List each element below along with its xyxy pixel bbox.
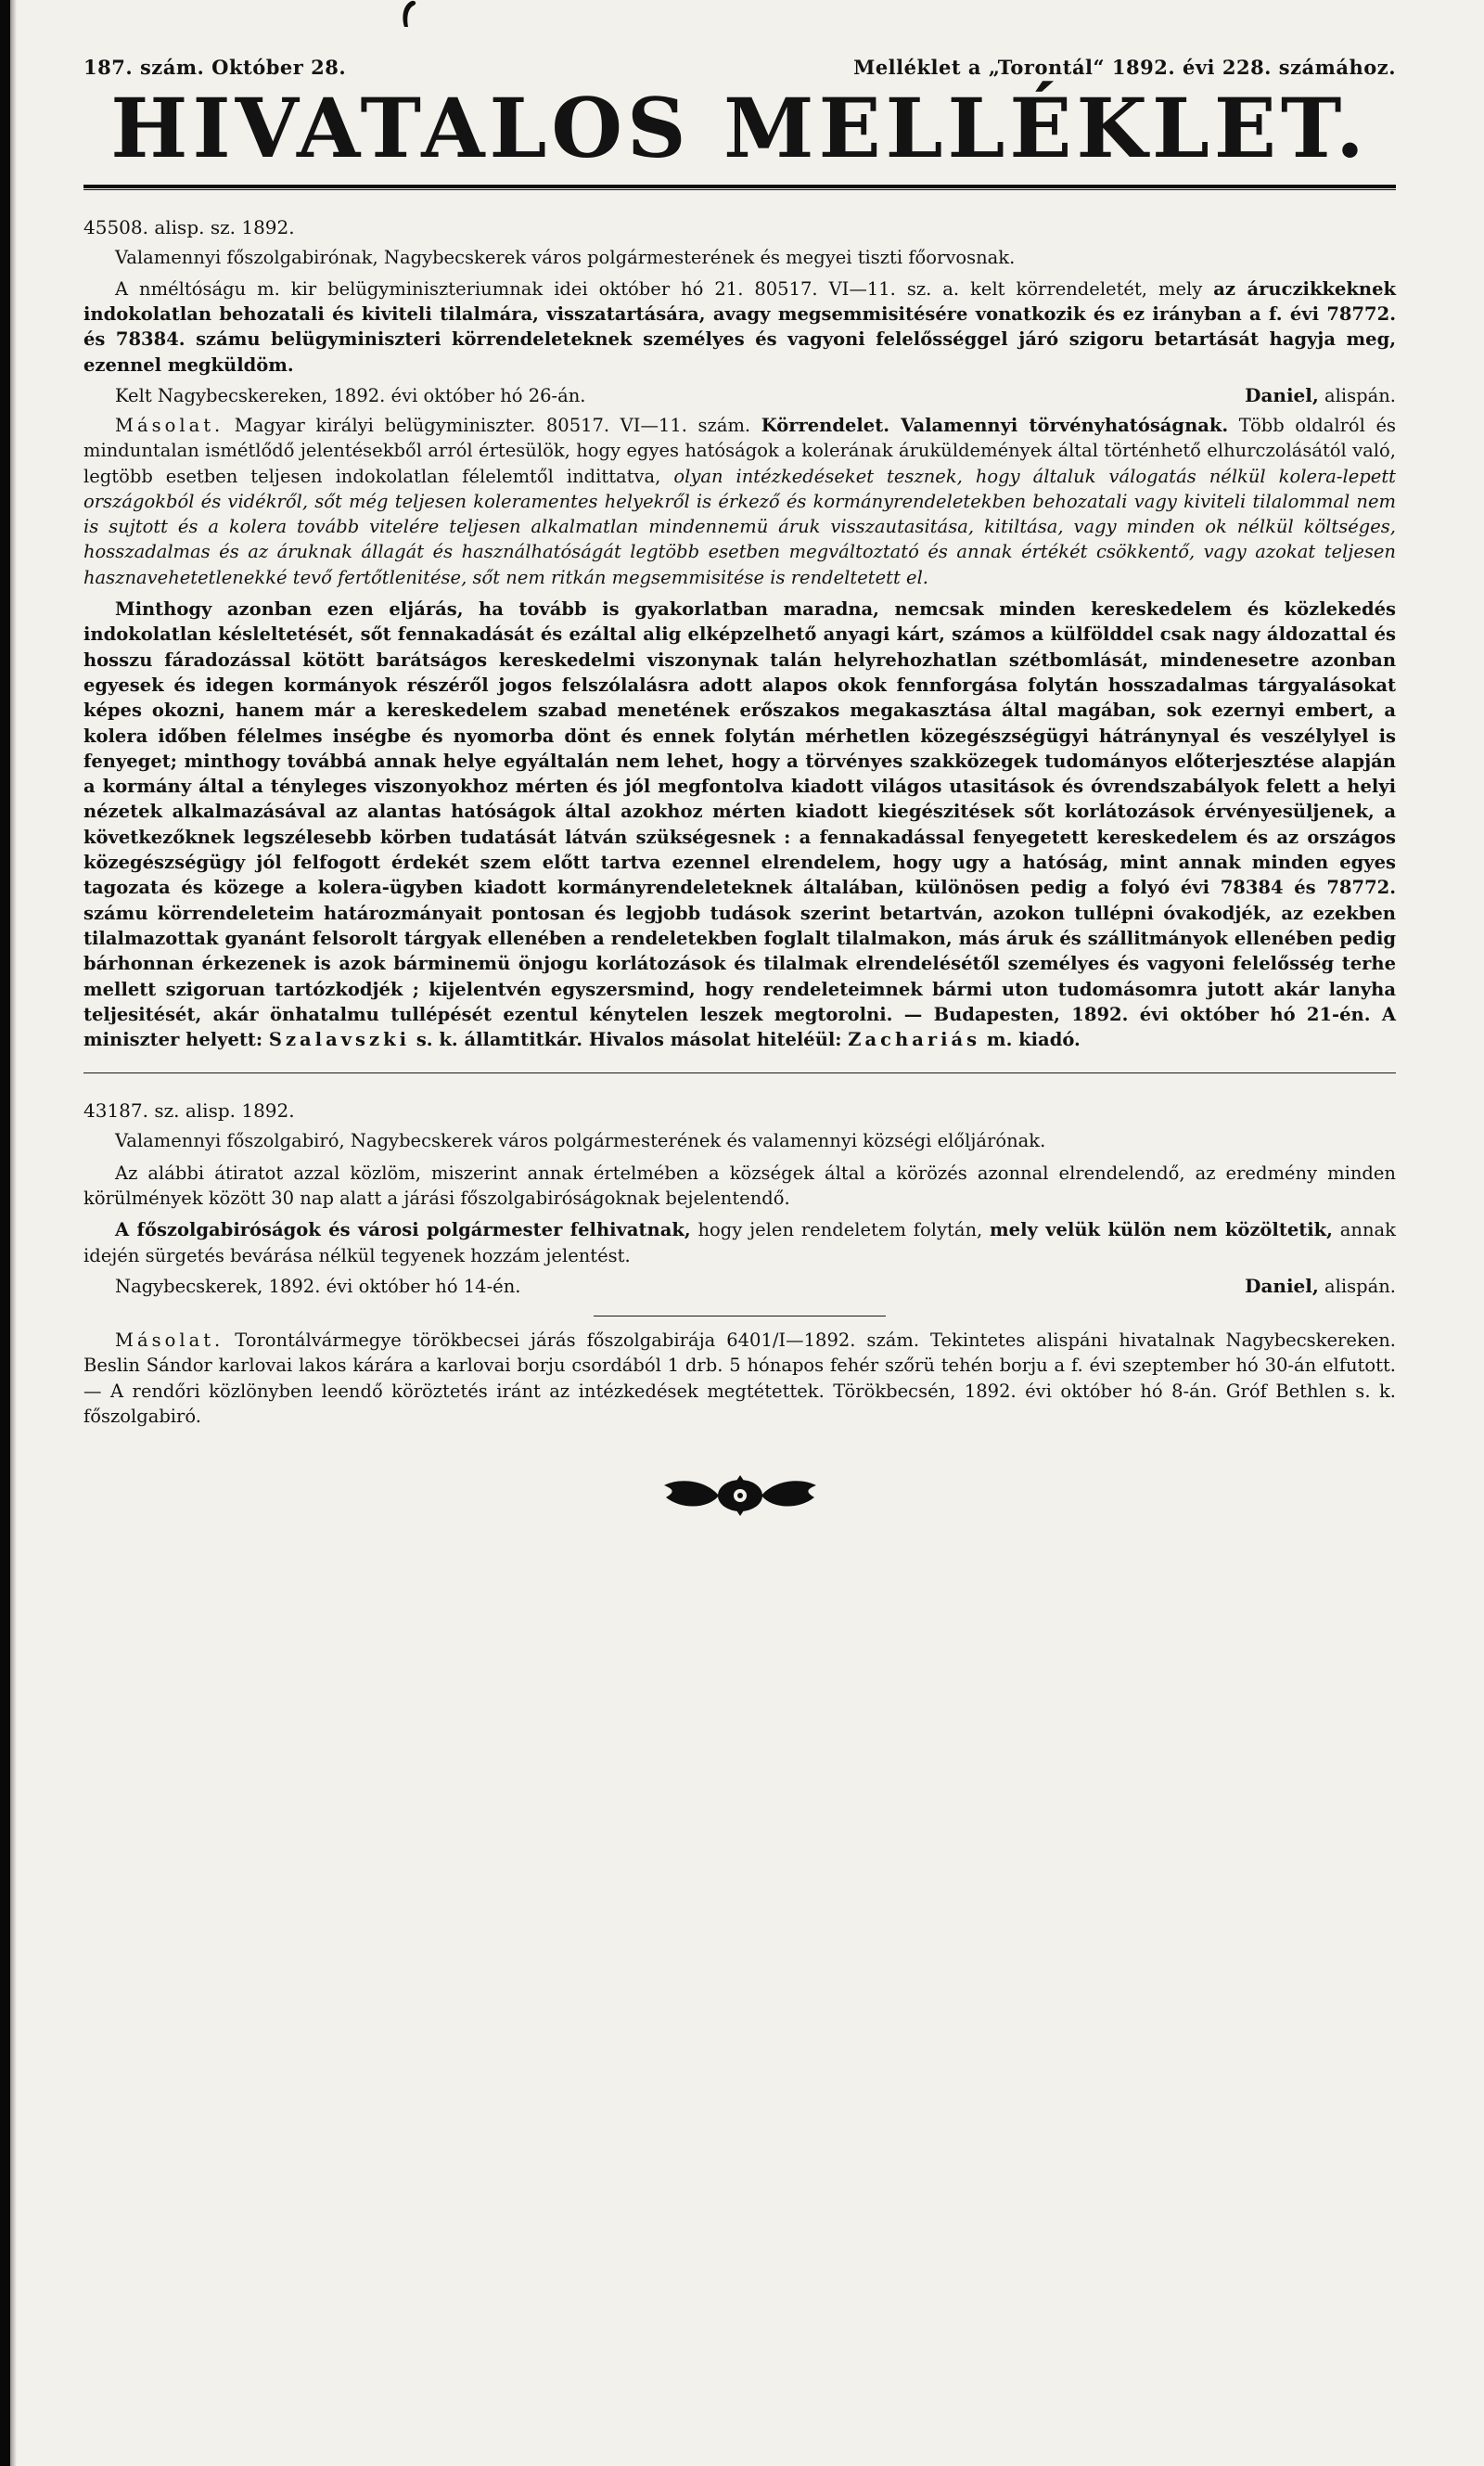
title-divider-rule: [83, 185, 1396, 190]
copy1-intro: Magyar királyi belügyminiszter. 80517. VI—11. szám.: [224, 415, 761, 436]
decree1-dateline-row: [83, 384, 1396, 406]
decree2-signer-name: Daniel,: [1245, 1274, 1319, 1297]
decree2-paragraph-1: Az alábbi átiratot azzal közlöm, miszerint annak értelmében a községek által a körözés azonnal elrendelendő, az eredmény minden körülmények között 30 nap alatt a járási főszolgabiróságoknak bejelentendő.: [83, 1162, 1396, 1210]
decree2-paragraph-2: [83, 1217, 1396, 1268]
tailpiece-container: [83, 1473, 1396, 1518]
copy2-label: Másolat.: [115, 1329, 224, 1351]
copy2-text: Torontálvármegye törökbecsei járás főszolgabirája 6401/I—1892. szám. Tekintetes alispáni hivatalnak Nagybecskereken. Beslin Sándor karlovai lakos kárára a karlovai borju csordából 1 drb. 5 hónapos fehér szőrü tehén borju a f. évi szeptember hó 30-án elfutott. — A rendőri közlönyben leendő köröztetés iránt az intézkedések megtétettek. Törökbecsén, 1892. évi október hó 8-án. Gróf Bethlen s. k. főszolgabiró.: [83, 1329, 1396, 1427]
decree1-dateline: Kelt Nagybecskereken, 1892. évi október hó 26-án.: [115, 385, 586, 406]
copy1-para2-part3: m. kiadó.: [980, 1029, 1081, 1051]
decree-43187: [83, 1099, 1396, 1296]
ink-smudge-icon: [397, 0, 421, 32]
issue-number-date: 187. szám. Október 28.: [83, 56, 347, 79]
decree2-signature: [1245, 1275, 1396, 1297]
copy1-text-regular: Több oldalról és minduntalan ismétlődő jelentésekből arról értesülök, hogy egyes hatóságok a kolerának áruküldemények által történhető elhurczolásától való, legtöbb esetben teljesen indokolatlan félelemtől indittatva,: [83, 415, 1396, 487]
copy1-para2-part2: s. k. államtitkár. Hivalos másolat hiteléül:: [410, 1029, 849, 1051]
scan-left-edge: [0, 0, 10, 2466]
decree2-dateline: Nagybecskerek, 1892. évi október hó 14-én.: [115, 1275, 521, 1297]
decree1-signature: [1245, 384, 1396, 406]
decree2-para2-bold2: mely velük külön nem közöltetik,: [990, 1219, 1333, 1241]
copy1-minister-name: Szalavszki: [268, 1029, 411, 1051]
scan-left-edge-shadow: [10, 0, 17, 2466]
decree2-addressee: Valamennyi főszolgabiró, Nagybecskerek város polgármesterének és valamennyi községi előljárónak.: [115, 1130, 1046, 1152]
copy1-label: Másolat.: [115, 415, 224, 436]
decree2-ref-number: 43187. sz. alisp. 1892.: [83, 1099, 295, 1123]
masthead: [83, 56, 1396, 79]
section-divider-rule: [83, 1072, 1396, 1073]
copy1-copyist-name: Zachariás: [848, 1029, 981, 1051]
decree-45508: [83, 216, 1396, 406]
copy1-heading: Körrendelet. Valamennyi törvényhatóságnak.: [761, 415, 1229, 436]
copy1-paragraph-2: [83, 597, 1396, 1052]
decree1-body: [83, 276, 1396, 378]
decree2-para2-reg2: annak idején sürgetés bevárása nélkül tegyenek hozzám jelentést.: [83, 1219, 1396, 1266]
decree1-addressee: Valamennyi főszolgabirónak, Nagybecskerek város polgármesterének és megyei tiszti főorvosnak.: [115, 246, 1016, 268]
copy2-paragraph: [83, 1328, 1396, 1429]
copy-report-6401: [83, 1328, 1396, 1429]
decree2-para2-bold1: A főszolgabiróságok és városi polgármester felhivatnak,: [115, 1219, 691, 1241]
copy1-paragraph-1: [83, 413, 1396, 590]
decree1-signer-name: Daniel,: [1245, 384, 1319, 406]
decree2-dateline-row: [83, 1275, 1396, 1297]
decree2-signer-title: alispán.: [1318, 1275, 1396, 1297]
copy-circular-80517: [83, 413, 1396, 1052]
decree1-signer-title: alispán.: [1318, 385, 1396, 406]
decorative-tailpiece-icon: [657, 1473, 824, 1518]
decree2-para2-reg1: hogy jelen rendeletem folytán,: [690, 1219, 991, 1241]
page-title: HIVATALOS MELLÉKLET.: [110, 80, 1369, 176]
copy1-para2-part1: Minthogy azonban ezen eljárás, ha tovább is gyakorlatban maradna, nemcsak minden kereskedelem és közlekedés indokolatlan késleltetését, sőt fennakadását és ezáltal alig elképzelhető anyagi kárt, számos a külfölddel csak nagy áldozattal és hosszu fáradozással kötött barátságos kereskedelmi viszonynak talán helyrehozhatlan szétbomlását, mindenesetre azonban egyesek és idegen kormányok részéről jogos felszólalásra adott alapos okok fennforgása folytán hosszadalmas tárgyalásokat képes okozni, hanem már a kereskedelem szabad menetének erőszakos megakasztása által magában, sok ezernyi embert, a kolera időben félelmes inségbe és nyomorba dönt és ennek folytán mérhetlen közegészségügyi hátránynyal és veszélylyel is fenyeget; minthogy továbbá annak helye egyáltalán nem lehet, hogy a törvényes szakközegek tudományos előterjesztése alapján a kormány által a tényleges viszonyokhoz mérten és jól megfontolva kiadott világos utasitások és óvrendszabályok felett a helyi nézetek alkalmazásával az alantas hatóságok által azokhoz mérten kiadott kiegészitések sőt korlátozások érvényesüljenek, a következőknek legszélesebb körben tudatását látván szükségesnek : a fennakadással fenyegetett kereskedelem és az országos közegészségügy jól felfogott érdekét szem előtt tartva ezennel elrendelem, hogy ugy a hatóság, mint annak minden egyes tagozata és közege a kolera-ügyben kiadott kormányrendeleteknek általában, különösen pedig a folyó évi 78384 és 78772. számu körrendeleteim határozmányait pontosan és legjobb tudások szerint betartván, azokon tullépni óvakodjék, az ezekben tilalmazottak gyanánt felsorolt tárgyak ellenében a rendeletekben foglalt tilalmakon, más áruk és szállitmányok ellenében pedig bárhonnan érkezenek is azok bárminemü önjogu korlátozások és tilalmak elrendelésétől személyes és vagyoni felelősség terhe mellett szigoruan tartózkodjék ; kijelentvén egyszersmind, hogy rendeleteimnek bármi uton tudomásomra jutott akár lanyha teljesitését, akár önhatalmu tullépését ezentul kénytelen leszek megtorolni. — Budapesten, 1892. évi október hó 21-én. A miniszter helyett:: [83, 598, 1396, 1051]
copy1-text-italic: olyan intézkedéseket tesznek, hogy általuk válogatás nélkül kolera-lepett országokból és vidékről, sőt még teljesen koleramentes helyekről is érkező és kormányrendeletekben behozatali vagy kiviteli tilalommal nem is sujtott és a kolera tovább vitelére teljesen alkalmatlan mindennemü áruk visszautasitása, kitiltása, vagy minden ok nélkül költséges, hosszadalmas és az áruknak állagát és használhatóságát legtöbb esetben megváltoztató és annak értékét csökkentő, vagy azokat teljesen hasznavehetetlenekké tevő fertőtlenitése, sőt nem ritkán megsemmisitése is rendeltetett el.: [83, 465, 1396, 588]
supplement-note: Melléklet a „Torontál“ 1892. évi 228. számához.: [853, 56, 1396, 79]
decree1-body-emphasis: az áruczikkeknek indokolatlan behozatali és kiviteli tilalmára, visszatartására, avagy megsemmisitésére vonatkozik és ez irányban a f. évi 78772. és 78384. számu belügyminiszteri körrendeleteknek személyes és vagyoni felelősséggel járó szigoru betartását hagyja meg, ezennel megküldöm.: [83, 277, 1396, 376]
decree1-body-intro: A nméltóságu m. kir belügyminiszteriumnak idei október hó 21. 80517. VI—11. sz. a. kelt körrendeletét, mely: [115, 277, 1214, 300]
decree1-ref-number: 45508. alisp. sz. 1892.: [83, 215, 295, 238]
